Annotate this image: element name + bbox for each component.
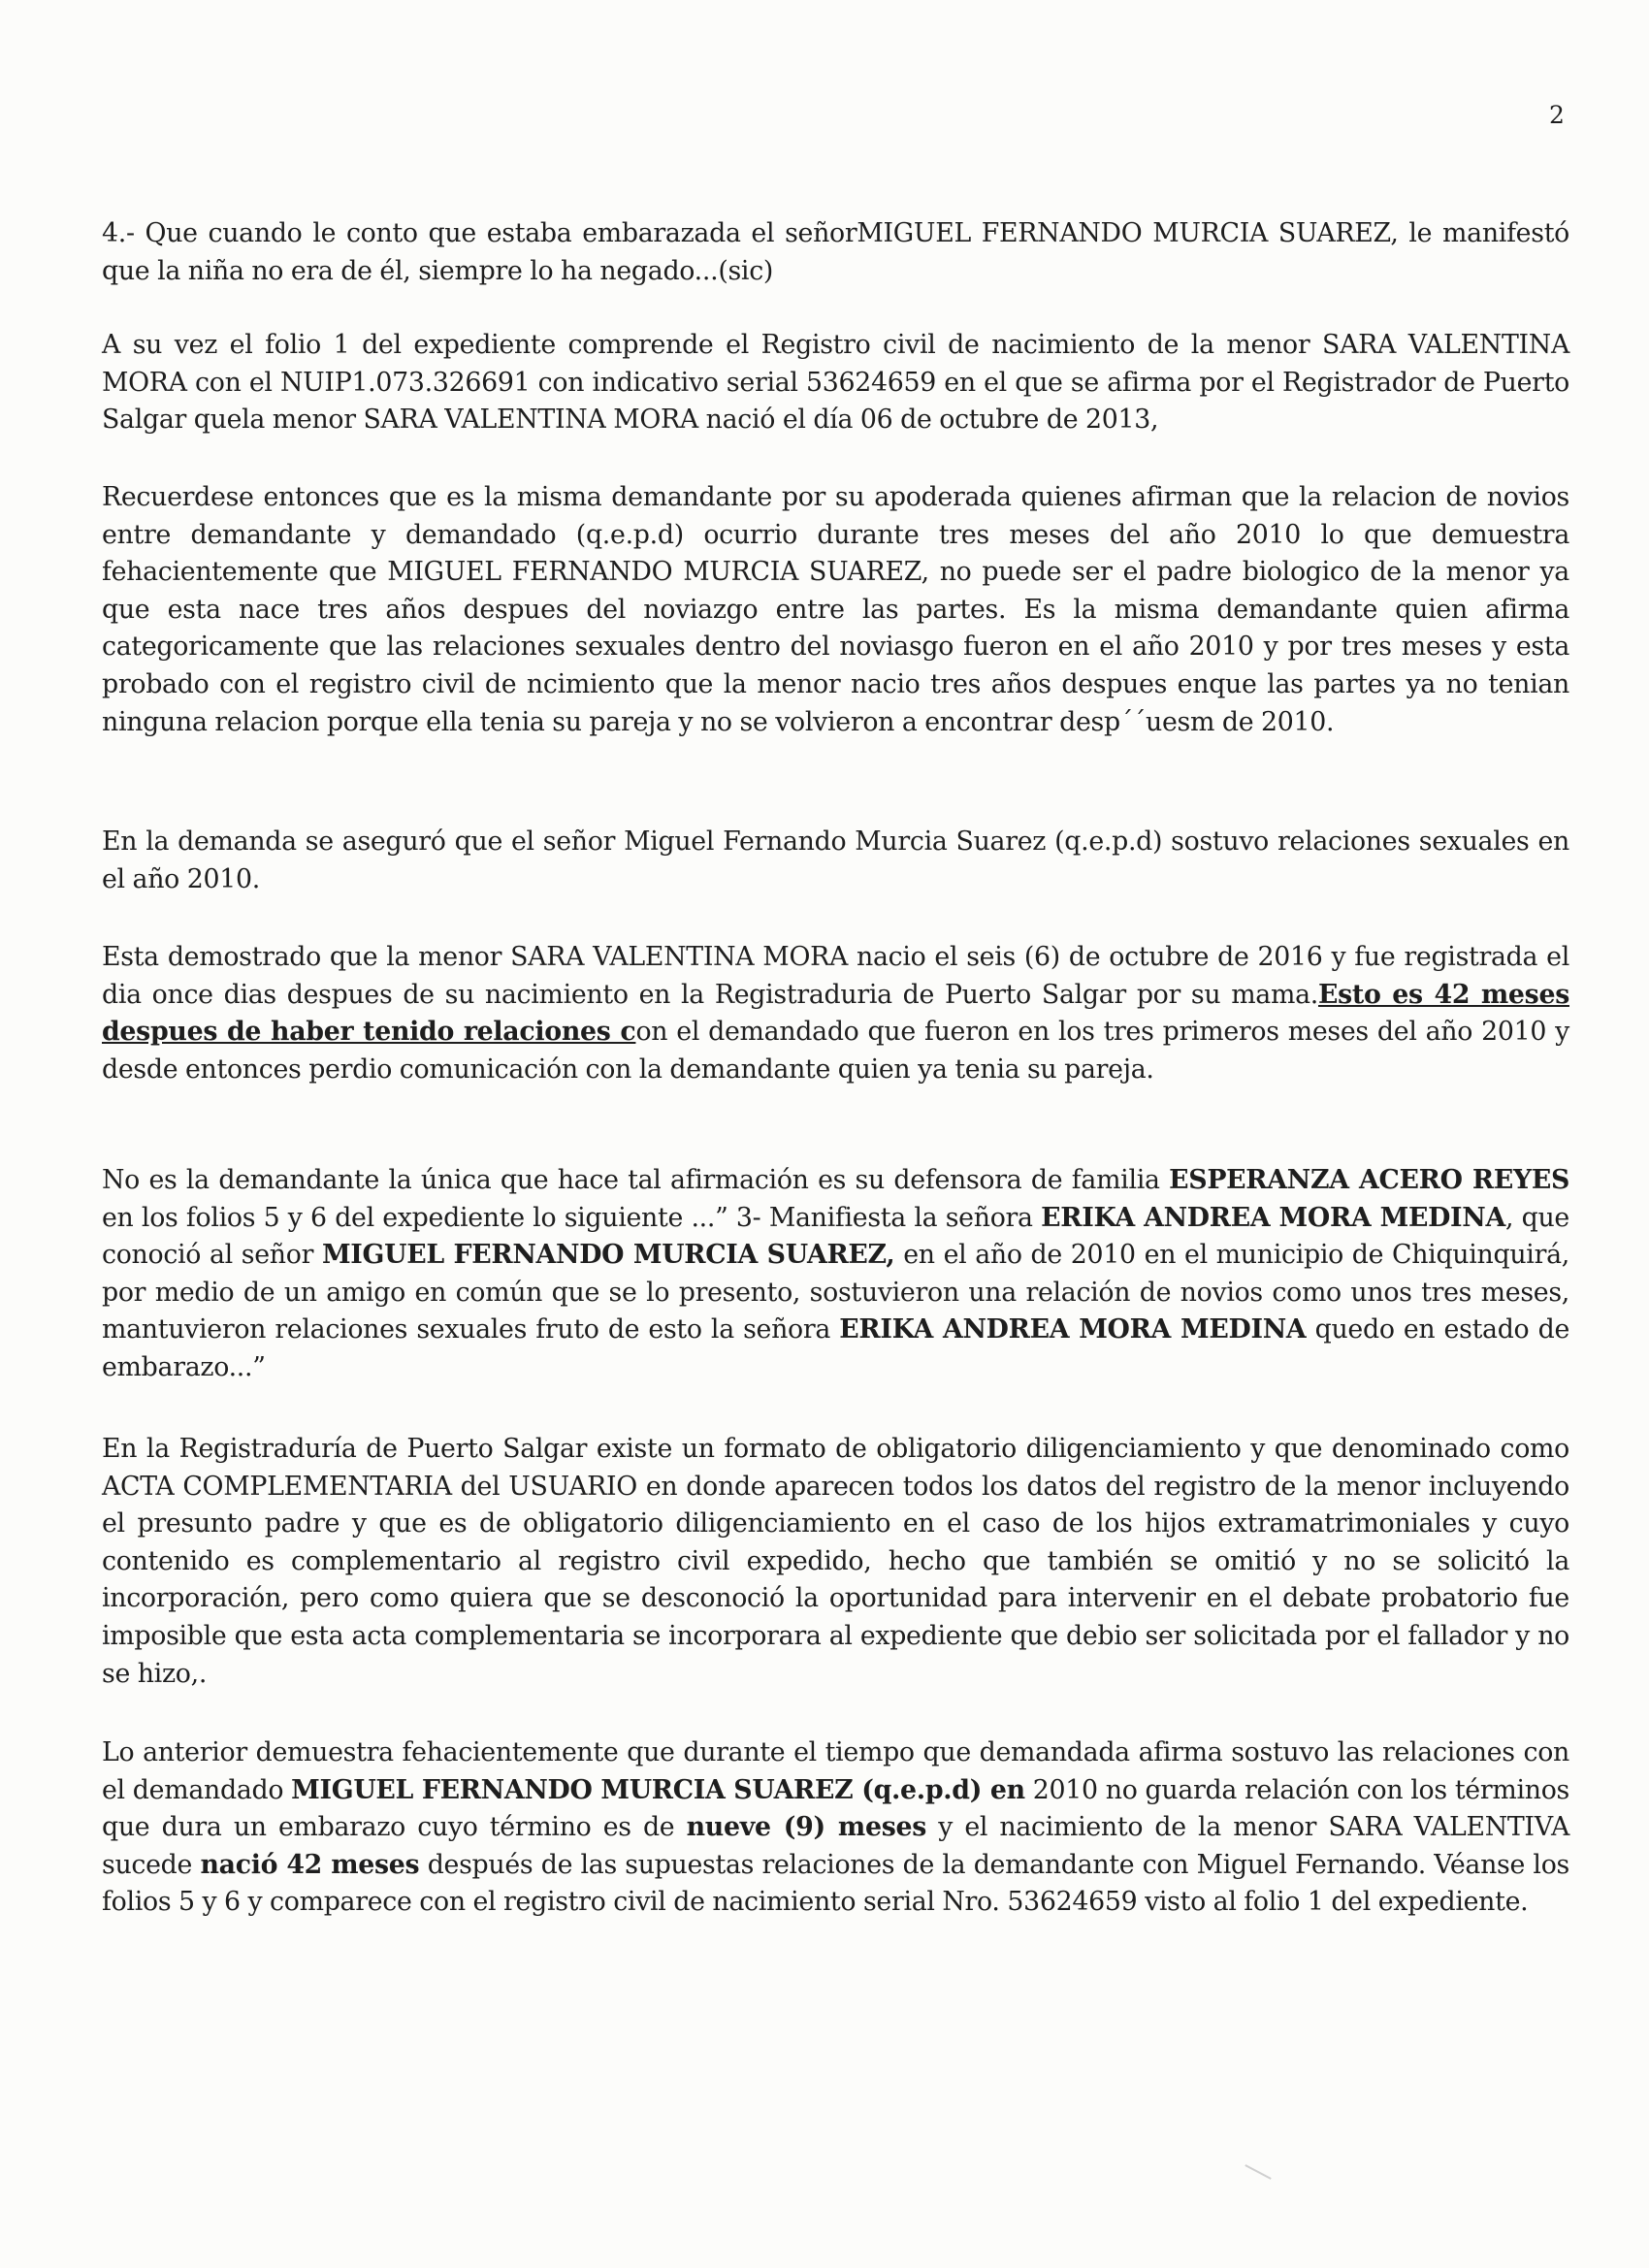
emphasis-text: Esto es 42 meses despues de haber tenido relaciones c: [102, 979, 1569, 1048]
emphasis-text: nueve (9) meses: [686, 1812, 927, 1843]
paragraph-text: y el nacimiento de la menor SARA VALENTIVA sucede: [102, 1812, 1569, 1880]
paragraph-text: on el demandado que fueron en los tres primeros meses del año 2010 y desde entonces perdio comunicación con la demandante quien ya tenia su pareja.: [102, 1017, 1570, 1085]
paragraph-text: En la Registraduría de Puerto Salgar existe un formato de obligatorio diligenciamiento y que denominado como ACTA COMPLEMENTARIA del USUARIO en donde aparecen todos los datos del registro de la menor incluyendo el presunto padre y que es de obligatorio diligenciamiento en el caso de los hijos extramatrimoniales y cuyo contenido es complementario al registro civil expedido, hecho que también se omitió y no se solicitó la incorporación, pero como quiera que se desconoció la oportunidad para intervenir en el debate probatorio fue imposible que esta acta complementaria se incorporara al expediente que debio ser solicitada por el fallador y no se hizo,.: [102, 1434, 1569, 1689]
paragraph-text: A su vez el folio 1 del expediente comprende el Registro civil de nacimiento de la menor SARA VALENTINA MORA con el NUIP1.073.326691 con indicativo serial 53624659 en el que se afirma por el Registrador de Puerto Salgar quela menor SARA VALENTINA MORA nació el día 06 de octubre de 2013,: [102, 330, 1569, 436]
page-number: 2: [1549, 101, 1565, 129]
paragraph: [102, 939, 1569, 1088]
paragraph: [102, 1734, 1569, 1922]
paragraph-text: después de las supuestas relaciones de la demandante con Miguel Fernando. Véanse los folios 5 y 6 y comparece con el registro civil de nacimiento serial Nro. 53624659 visto al folio 1 del expediente.: [102, 1849, 1569, 1918]
paragraph: [102, 824, 1569, 898]
paragraph-text: Esta demostrado que la menor SARA VALENTINA MORA nacio el seis (6) de octubre de 2016 y fue registrada el dia once dias despues de su nacimiento en la Registraduria de Puerto Salgar por su mama.: [102, 942, 1569, 1010]
emphasis-text: nació 42 meses: [200, 1849, 420, 1880]
emphasis-text: ERIKA ANDREA MORA MEDINA: [839, 1314, 1307, 1345]
paragraph-text: No es la demandante la única que hace tal afirmación es su defensora de familia: [102, 1165, 1170, 1195]
emphasis-text: MIGUEL FERNANDO MURCIA SUAREZ,: [321, 1240, 895, 1271]
paragraph-text: 2010 no guarda relación con los términos que dura un embarazo cuyo término es de: [102, 1774, 1569, 1843]
emphasis-text: ESPERANZA ACERO REYES: [1169, 1165, 1570, 1195]
paragraph: [102, 1431, 1569, 1693]
paragraph: [102, 479, 1569, 741]
paragraph-text: en los folios 5 y 6 del expediente lo siguiente ...” 3- Manifiesta la señora: [102, 1202, 1042, 1233]
scan-mark: [1245, 2164, 1271, 2180]
paragraph-text: Lo anterior demuestra fehacientemente que durante el tiempo que demandada afirma sostuvo las relaciones con el demandado: [102, 1737, 1569, 1805]
paragraph-text: Recuerdese entonces que es la misma demandante por su apoderada quienes afirman que la relacion de novios entre demandante y demandado (q.e.p.d) ocurrio durante tres meses del año 2010 lo que demuestra fehacientemente que MIGUEL FERNANDO MURCIA SUAREZ, no puede ser el padre biologico de la menor ya que esta nace tres años despues del noviazgo entre las partes. Es la misma demandante quien afirma categoricamente que las relaciones sexuales dentro del noviasgo fueron en el año 2010 y por tres meses y esta probado con el registro civil de ncimiento que la menor nacio tres años despues enque las partes ya no tenian ninguna relacion porque ella tenia su pareja y no se volvieron a encontrar desp´´uesm de 2010.: [102, 482, 1569, 737]
paragraph-text: en el año de 2010 en el municipio de Chiquinquirá, por medio de un amigo en común que se lo presento, sostuvieron una relación de novios como unos tres meses, mantuvieron relaciones sexuales fruto de esto la señora: [102, 1240, 1569, 1345]
emphasis-text: MIGUEL FERNANDO MURCIA SUAREZ (q.e.p.d) en: [291, 1774, 1025, 1805]
emphasis-text: ERIKA ANDREA MORA MEDINA: [1041, 1202, 1505, 1233]
paragraph-text: En la demanda se aseguró que el señor Miguel Fernando Murcia Suarez (q.e.p.d) sostuvo relaciones sexuales en el año 2010.: [102, 826, 1569, 894]
paragraph: [102, 215, 1569, 290]
paragraph: [102, 327, 1569, 439]
paragraph-text: quedo en estado de embarazo...”: [102, 1314, 1569, 1382]
paragraph-text: 4.- Que cuando le conto que estaba embarazada el señorMIGUEL FERNANDO MURCIA SUAREZ, le manifestó que la niña no era de él, siempre lo ha negado...(sic): [102, 218, 1569, 286]
paragraph-text: , que conoció al señor: [102, 1202, 1569, 1271]
paragraph: [102, 1162, 1569, 1387]
